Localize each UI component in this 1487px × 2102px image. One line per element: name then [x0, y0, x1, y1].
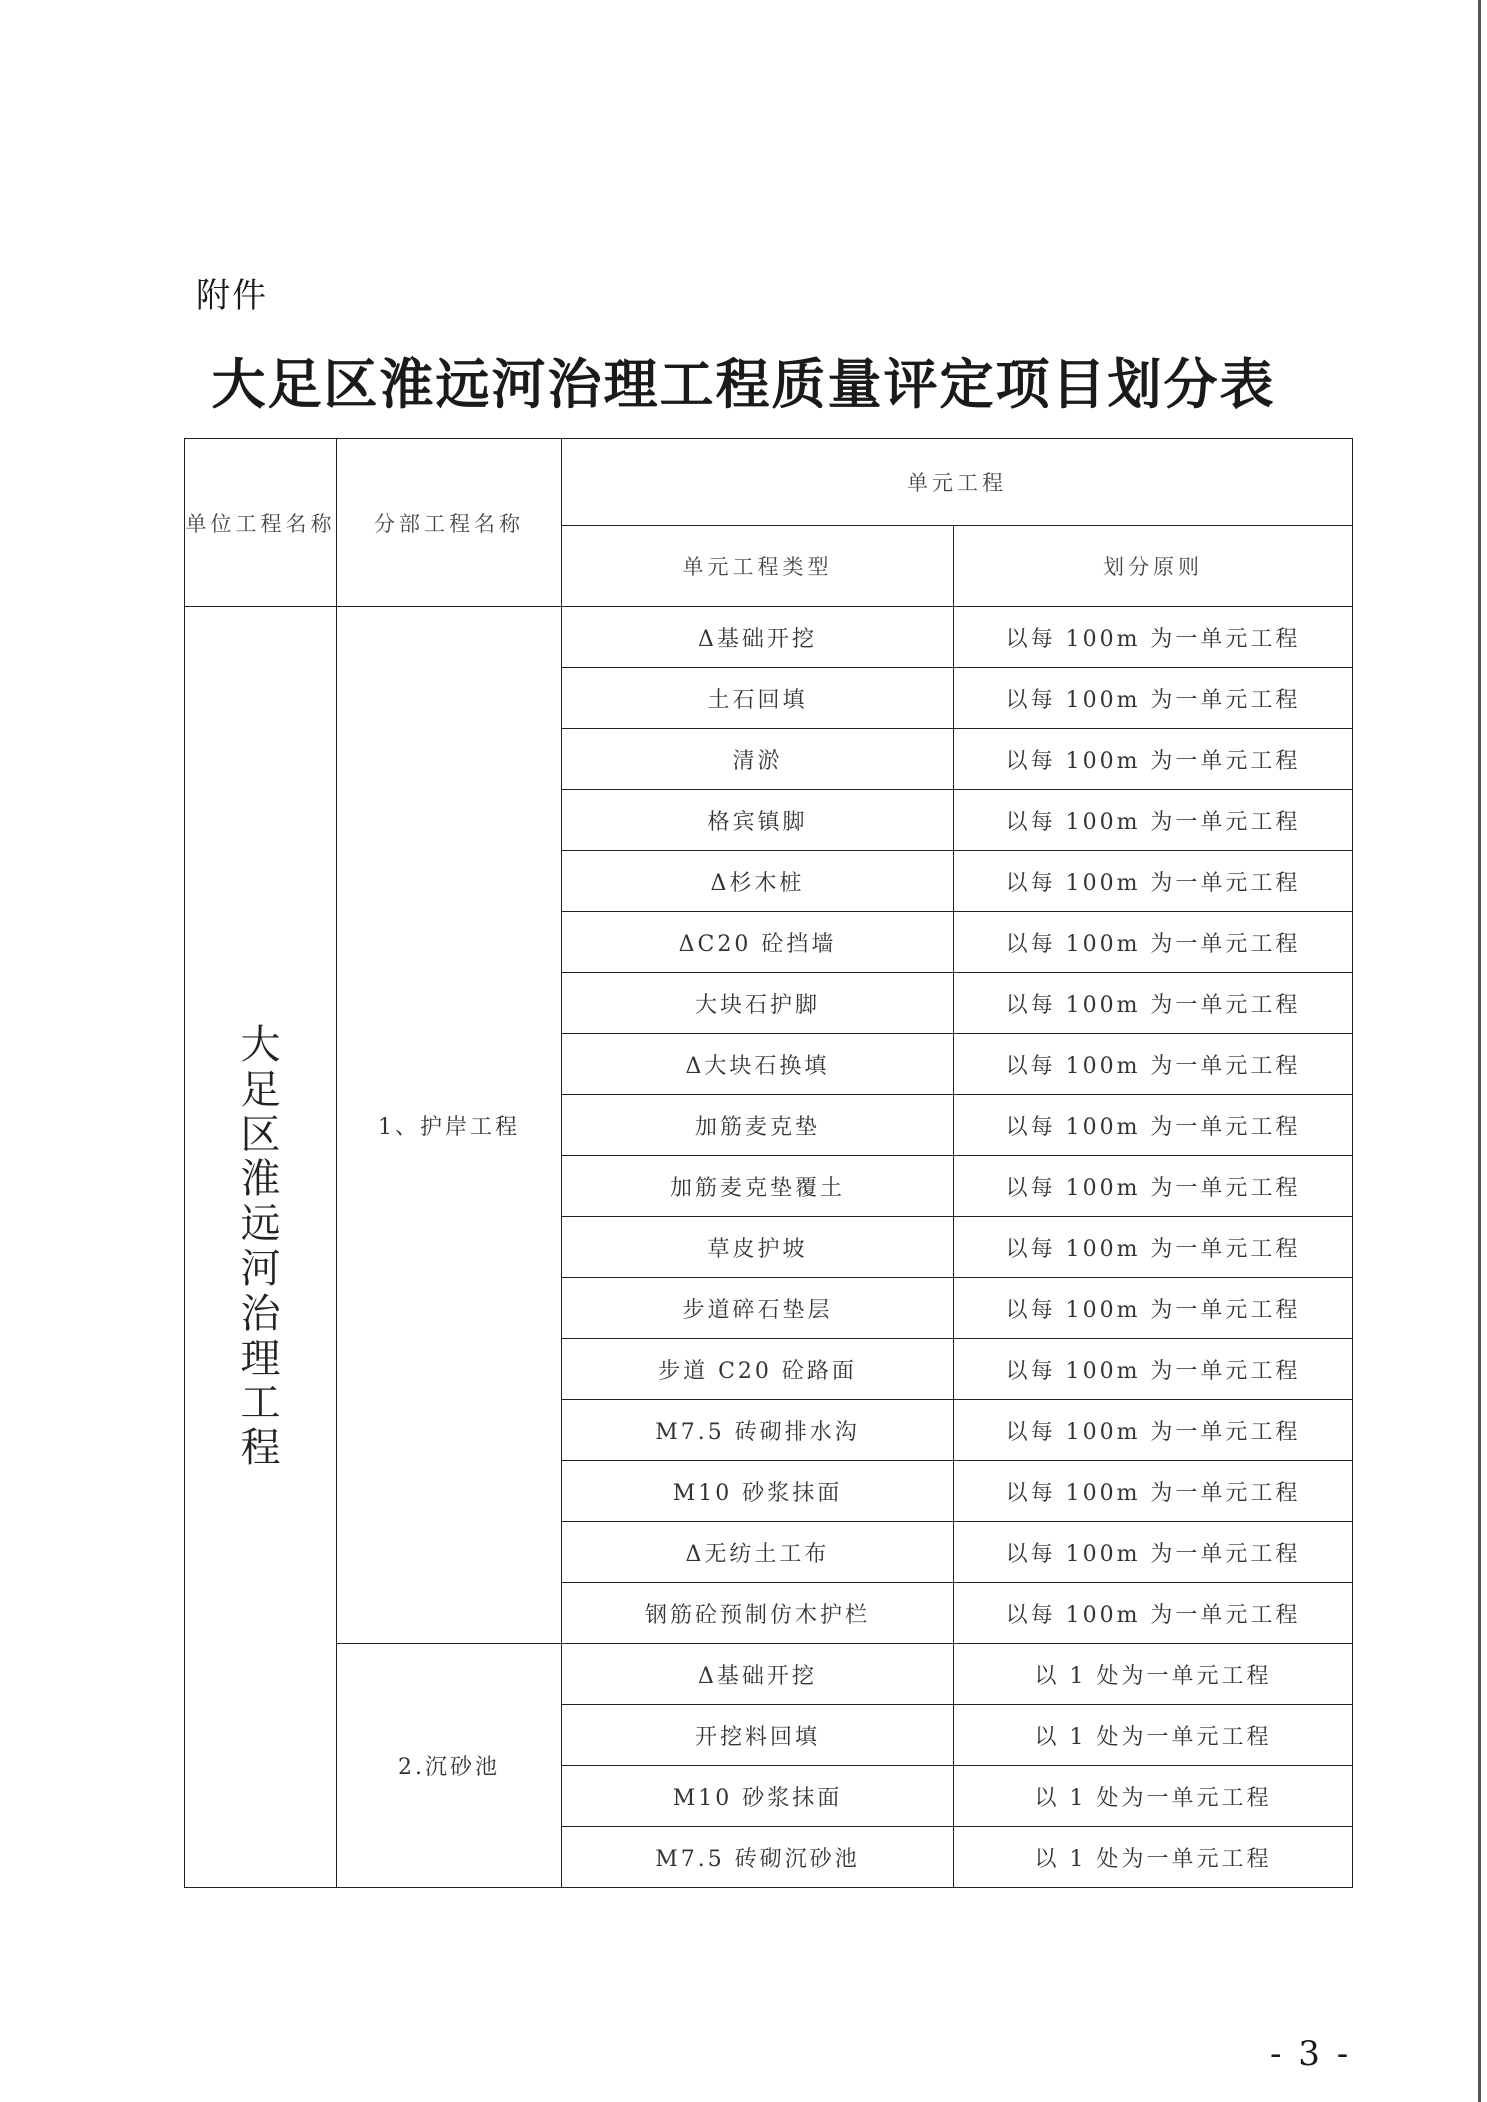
- division-principle-cell: 以每 100m 为一单元工程: [954, 1400, 1353, 1461]
- element-type-cell: ΔC20 砼挡墙: [562, 912, 954, 973]
- division-principle-cell: 以每 100m 为一单元工程: [954, 1339, 1353, 1400]
- division-principle-cell: 以每 100m 为一单元工程: [954, 1156, 1353, 1217]
- unit-project-name-char: 淮: [240, 1156, 281, 1203]
- element-type-cell: 格宾镇脚: [562, 790, 954, 851]
- header-division-principle: 划分原则: [954, 526, 1353, 607]
- element-type-cell: 草皮护坡: [562, 1217, 954, 1278]
- division-principle-cell: 以每 100m 为一单元工程: [954, 790, 1353, 851]
- division-principle-cell: 以每 100m 为一单元工程: [954, 1461, 1353, 1522]
- unit-project-name-char: 足: [240, 1066, 281, 1113]
- page-edge-line: [1478, 0, 1481, 2102]
- element-type-cell: Δ大块石换填: [562, 1034, 954, 1095]
- division-principle-cell: 以每 100m 为一单元工程: [954, 1034, 1353, 1095]
- division-project-name: 1、护岸工程: [337, 607, 562, 1644]
- element-type-cell: Δ基础开挖: [562, 1644, 954, 1705]
- attachment-label: 附件: [196, 276, 268, 316]
- division-principle-cell: 以每 100m 为一单元工程: [954, 851, 1353, 912]
- element-type-cell: Δ无纺土工布: [562, 1522, 954, 1583]
- header-element-project: 单元工程: [562, 439, 1353, 526]
- division-principle-cell: 以每 100m 为一单元工程: [954, 1522, 1353, 1583]
- unit-project-name-char: 工: [240, 1380, 281, 1427]
- division-principle-cell: 以 1 处为一单元工程: [954, 1827, 1353, 1888]
- unit-project-name-char: 程: [240, 1425, 281, 1472]
- division-principle-cell: 以每 100m 为一单元工程: [954, 1278, 1353, 1339]
- table-row: [185, 1644, 1353, 1705]
- project-division-table: [184, 438, 1353, 1888]
- table-row: [185, 607, 1353, 668]
- element-type-cell: 土石回填: [562, 668, 954, 729]
- element-type-cell: 开挖料回填: [562, 1705, 954, 1766]
- element-type-cell: M10 砂浆抹面: [562, 1461, 954, 1522]
- element-type-cell: M7.5 砖砌沉砂池: [562, 1827, 954, 1888]
- unit-project-name-char: 理: [240, 1335, 281, 1382]
- element-type-cell: Δ杉木桩: [562, 851, 954, 912]
- element-type-cell: 大块石护脚: [562, 973, 954, 1034]
- division-principle-cell: 以每 100m 为一单元工程: [954, 912, 1353, 973]
- unit-project-name-char: 河: [240, 1246, 281, 1292]
- element-type-cell: 步道碎石垫层: [562, 1278, 954, 1339]
- division-principle-cell: 以每 100m 为一单元工程: [954, 1217, 1353, 1278]
- division-project-name: 2.沉砂池: [337, 1644, 562, 1888]
- element-type-cell: M7.5 砖砌排水沟: [562, 1400, 954, 1461]
- unit-project-name-char: 区: [240, 1111, 281, 1158]
- division-principle-cell: 以每 100m 为一单元工程: [954, 729, 1353, 790]
- unit-project-name-cell: [185, 607, 337, 1888]
- element-type-cell: M10 砂浆抹面: [562, 1766, 954, 1827]
- element-type-cell: 步道 C20 砼路面: [562, 1339, 954, 1400]
- division-principle-cell: 以每 100m 为一单元工程: [954, 1583, 1353, 1644]
- header-element-type: 单元工程类型: [562, 526, 954, 607]
- header-division-project: 分部工程名称: [337, 439, 562, 607]
- element-type-cell: 加筋麦克垫覆土: [562, 1156, 954, 1217]
- unit-project-name-char: 远: [240, 1201, 281, 1248]
- division-principle-cell: 以 1 处为一单元工程: [954, 1644, 1353, 1705]
- element-type-cell: 钢筋砼预制仿木护栏: [562, 1583, 954, 1644]
- page-number: - 3 -: [1270, 2034, 1352, 2074]
- element-type-cell: 加筋麦克垫: [562, 1095, 954, 1156]
- division-principle-cell: 以 1 处为一单元工程: [954, 1766, 1353, 1827]
- division-principle-cell: 以每 100m 为一单元工程: [954, 973, 1353, 1034]
- unit-project-name-char: 治: [240, 1290, 281, 1337]
- division-principle-cell: 以 1 处为一单元工程: [954, 1705, 1353, 1766]
- page-title: 大足区淮远河治理工程质量评定项目划分表: [211, 352, 1276, 416]
- unit-project-name-char: 大: [240, 1022, 281, 1069]
- division-principle-cell: 以每 100m 为一单元工程: [954, 668, 1353, 729]
- unit-project-name: [185, 1023, 336, 1471]
- header-unit-project: 单位工程名称: [185, 439, 337, 607]
- element-type-cell: 清淤: [562, 729, 954, 790]
- division-principle-cell: 以每 100m 为一单元工程: [954, 607, 1353, 668]
- division-principle-cell: 以每 100m 为一单元工程: [954, 1095, 1353, 1156]
- element-type-cell: Δ基础开挖: [562, 607, 954, 668]
